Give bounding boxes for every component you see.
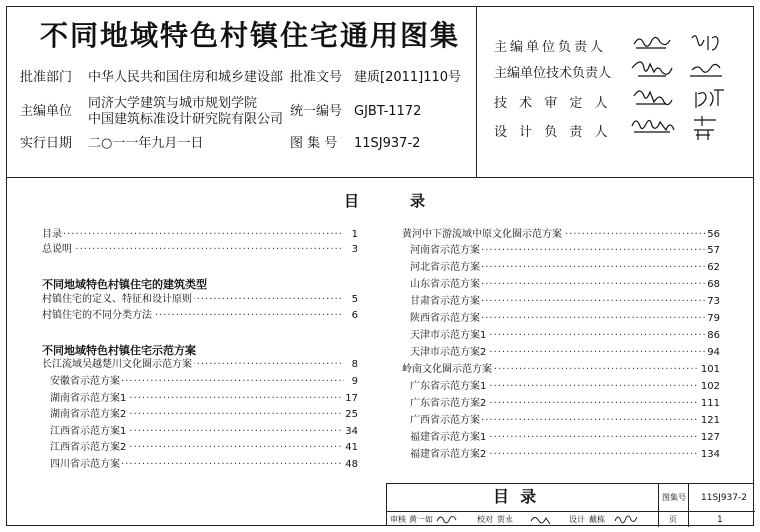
toc-entry-page: 102 [700, 381, 720, 392]
unified-no: GJBT-1172 [354, 104, 422, 119]
toc-entry [410, 329, 720, 343]
title-block-reviewer: 黄一如 [409, 515, 433, 524]
toc-entry [410, 244, 720, 258]
toc-entry-text: 天津市示范方案2 [410, 347, 487, 358]
toc-entry [410, 261, 720, 275]
toc-entry-text: 江西省示范方案2 [50, 442, 127, 453]
toc-entry [50, 392, 358, 406]
title-block-review-label: 审核 [390, 515, 406, 524]
toc-entry [410, 380, 720, 394]
toc-entry-text: 广西省示范方案 [410, 415, 480, 426]
title-block-signatures [435, 512, 655, 526]
toc-entry-page: 134 [700, 449, 720, 460]
toc-entry-page: 6 [351, 310, 358, 321]
title-block-atlas-label: 图集号 [662, 493, 686, 502]
title-block [386, 483, 754, 526]
toc-entry-text: 河南省示范方案 [410, 245, 480, 256]
toc-entry [410, 278, 720, 292]
title-block-check-label: 校对 [477, 515, 493, 524]
toc-title-2: 录 [410, 192, 426, 210]
toc-entry-text: 湖南省示范方案2 [50, 409, 127, 420]
toc-entry-page: 17 [345, 393, 358, 404]
toc-entry [402, 363, 720, 377]
approval-dept: 中华人民共和国住房和城乡建设部 [88, 70, 284, 85]
effective-date: 二○一一年九月一日 [88, 136, 204, 151]
toc-entry [42, 243, 358, 257]
sig-row1-label: 主编单位负责人 [494, 40, 607, 55]
toc-entry-page: 56 [707, 229, 720, 240]
toc-entry-text: 山东省示范方案 [410, 279, 480, 290]
unified-no-label: 统一编号 [290, 104, 343, 119]
approval-doc-label: 批准文号 [290, 70, 343, 85]
sig-row3-label: 技 术 审 定 人 [494, 96, 612, 111]
toc-section-heading: 不同地域特色村镇住宅的建筑类型 [42, 278, 207, 291]
toc-entry-page: 101 [700, 364, 720, 375]
toc-entry-text: 总说明 [42, 244, 72, 255]
toc-entry-text: 甘肃省示范方案 [410, 296, 480, 307]
title-block-vline [658, 484, 659, 527]
atlas-no: 11SJ937-2 [354, 136, 421, 151]
title-block-name: 目 录 [493, 487, 537, 506]
toc-entry-text: 黄河中下游流域中原文化圈示范方案 [402, 229, 562, 240]
toc-entry-page: 94 [707, 347, 720, 358]
toc-entry [410, 295, 720, 309]
toc-entry [42, 358, 358, 372]
toc-entry [410, 346, 720, 360]
toc-entry-page: 68 [707, 279, 720, 290]
editor-line2: 中国建筑标准设计研究院有限公司 [88, 112, 284, 127]
toc-entry-text: 广东省示范方案1 [410, 381, 487, 392]
toc-entry [50, 375, 358, 389]
title-block-atlas-no: 11SJ937-2 [701, 493, 747, 503]
toc-entry [42, 309, 358, 323]
toc-entry [50, 441, 358, 455]
toc-entry-text: 河北省示范方案 [410, 262, 480, 273]
toc-entry-text: 天津市示范方案1 [410, 330, 487, 341]
sig-row4-label: 设 计 负 责 人 [494, 125, 612, 140]
toc-entry-page: 8 [351, 359, 358, 370]
toc-title-1: 目 [344, 192, 360, 210]
atlas-title: 不同地域特色村镇住宅通用图集 [40, 19, 461, 52]
toc-entry-page: 79 [707, 313, 720, 324]
toc-entry [50, 408, 358, 422]
toc-entry-text: 湖南省示范方案1 [50, 393, 127, 404]
toc-entry-text: 广东省示范方案2 [410, 398, 487, 409]
toc-entry [50, 425, 358, 439]
toc-entry [50, 458, 358, 472]
toc-entry-text: 福建省示范方案1 [410, 432, 487, 443]
toc-entry-page: 111 [700, 398, 720, 409]
atlas-no-label: 图 集 号 [290, 136, 338, 151]
editor-line1: 同济大学建筑与城市规划学院 [88, 96, 258, 111]
toc-entry-page: 3 [351, 244, 358, 255]
toc-entry [410, 414, 720, 428]
effective-label: 实行日期 [20, 136, 73, 151]
title-block-designer: 戴栋 [589, 515, 605, 524]
header-divider [476, 6, 477, 178]
toc-entry-page: 57 [707, 245, 720, 256]
toc-entry-page: 62 [707, 262, 720, 273]
approval-doc: 建质[2011]110号 [354, 70, 462, 85]
title-block-vline [688, 484, 689, 527]
toc-section-heading: 不同地域特色村镇住宅示范方案 [42, 344, 196, 357]
toc-entry-text: 陕西省示范方案 [410, 313, 480, 324]
toc-entry-page: 86 [707, 330, 720, 341]
title-block-checker: 贺永 [497, 515, 513, 524]
toc-entry [410, 431, 720, 445]
toc-entry-text: 四川省示范方案 [50, 459, 120, 470]
toc-entry-page: 41 [345, 442, 358, 453]
toc-entry-text: 目录 [42, 229, 62, 240]
toc-entry-page: 34 [345, 426, 358, 437]
toc-entry-page: 48 [345, 459, 358, 470]
editor-label: 主编单位 [20, 104, 73, 119]
toc-entry-text: 江西省示范方案1 [50, 426, 127, 437]
toc-entry [410, 448, 720, 462]
toc-entry-page: 73 [707, 296, 720, 307]
sig-row2-label: 主编单位技术负责人 [494, 66, 612, 81]
toc-entry-page: 5 [351, 294, 358, 305]
toc-entry [42, 293, 358, 307]
title-block-design-label: 设计 [569, 515, 585, 524]
toc-entry-page: 127 [700, 432, 720, 443]
toc-entry-text: 安徽省示范方案 [50, 376, 120, 387]
approval-dept-label: 批准部门 [20, 70, 73, 85]
toc-entry [410, 312, 720, 326]
toc-entry-page: 1 [351, 229, 358, 240]
title-block-page: 1 [717, 515, 723, 525]
toc-entry [410, 397, 720, 411]
toc-entry-text: 长江流域吴越楚川文化圈示范方案 [42, 359, 192, 370]
toc-entry-text: 福建省示范方案2 [410, 449, 487, 460]
toc-entry-page: 9 [351, 376, 358, 387]
toc-entry-page: 25 [345, 409, 358, 420]
toc-entry-text: 村镇住宅的不同分类方法 [42, 310, 152, 321]
toc-entry [402, 228, 720, 242]
handwritten-signatures [630, 30, 750, 150]
toc-entry-page: 121 [700, 415, 720, 426]
toc-entry-text: 岭南文化圈示范方案 [402, 364, 492, 375]
title-block-page-label: 页 [669, 515, 677, 524]
toc-entry [42, 228, 358, 242]
toc-entry-text: 村镇住宅的定义、特征和设计原则 [42, 294, 192, 305]
